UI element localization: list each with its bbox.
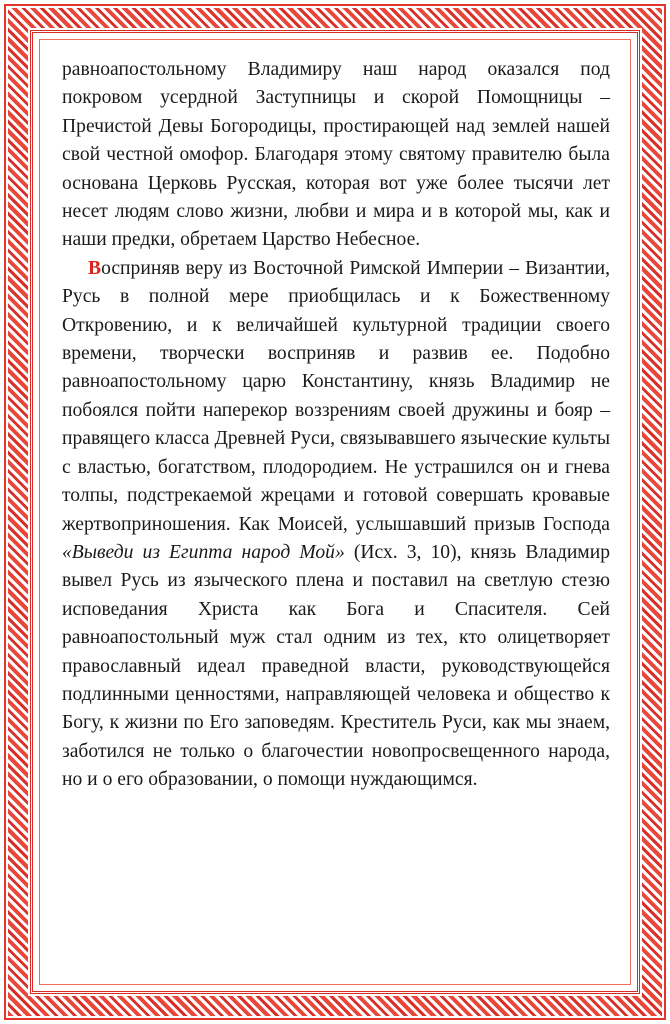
paragraph-2-text-before-quote: осприняв веру из Восточной Римской Империи – Византии, Русь в полной мере приобщилась и к Божественному Откровению, и к величайшей культурной традиции своего времени, творчески восприняв и развив ее. Подобно равноапостольному царю Константину, князь Владимир не побоялся пойти наперекор воззрениям своей дружины и бояр – правящего класса Древней Руси, связывавшего языческие культы с властью, богатством, плодородием. Не устрашился он и гнева толпы, подстрекаемой жрецами и готовой совершать кровавые жертвоприношения. Как Моисей, услышавший призыв Господа bbox=[62, 257, 610, 535]
paragraph-1: равноапостольному Владимиру наш народ оказался под покровом усердной Заступницы и скорой Помощницы – Пречистой Девы Богородицы, простирающей над землей нашей свой честной омофор. Благодаря этому святому правителю была основана Церковь Русская, которая вот уже более тысячи лет несет людям слово жизни, любви и мира и в которой мы, как и наши предки, обретаем Царство Небесное. bbox=[62, 59, 610, 251]
drop-cap: В bbox=[88, 257, 102, 279]
paragraph-2-text-after-quote: (Исх. 3, 10), князь Владимир вывел Русь из языческого плена и поставил на светлую стезю исповедания Христа как Бога и Спасителя. Сей равноапостольный муж стал одним из тех, кто олицетворяет православный идеал праведной власти, руководствующейся подлинными ценностями, направляющей человека и общество к Богу, к жизни по Его заповедям. Креститель Руси, как мы знаем, заботился не только о благочестии новопросвещенного народа, но и о его образовании, о помощи нуждающимся. bbox=[62, 541, 610, 791]
scripture-quote: «Выведи из Египта народ Мой» bbox=[62, 541, 345, 563]
article-text bbox=[62, 56, 610, 795]
paragraph-2 bbox=[62, 255, 610, 795]
